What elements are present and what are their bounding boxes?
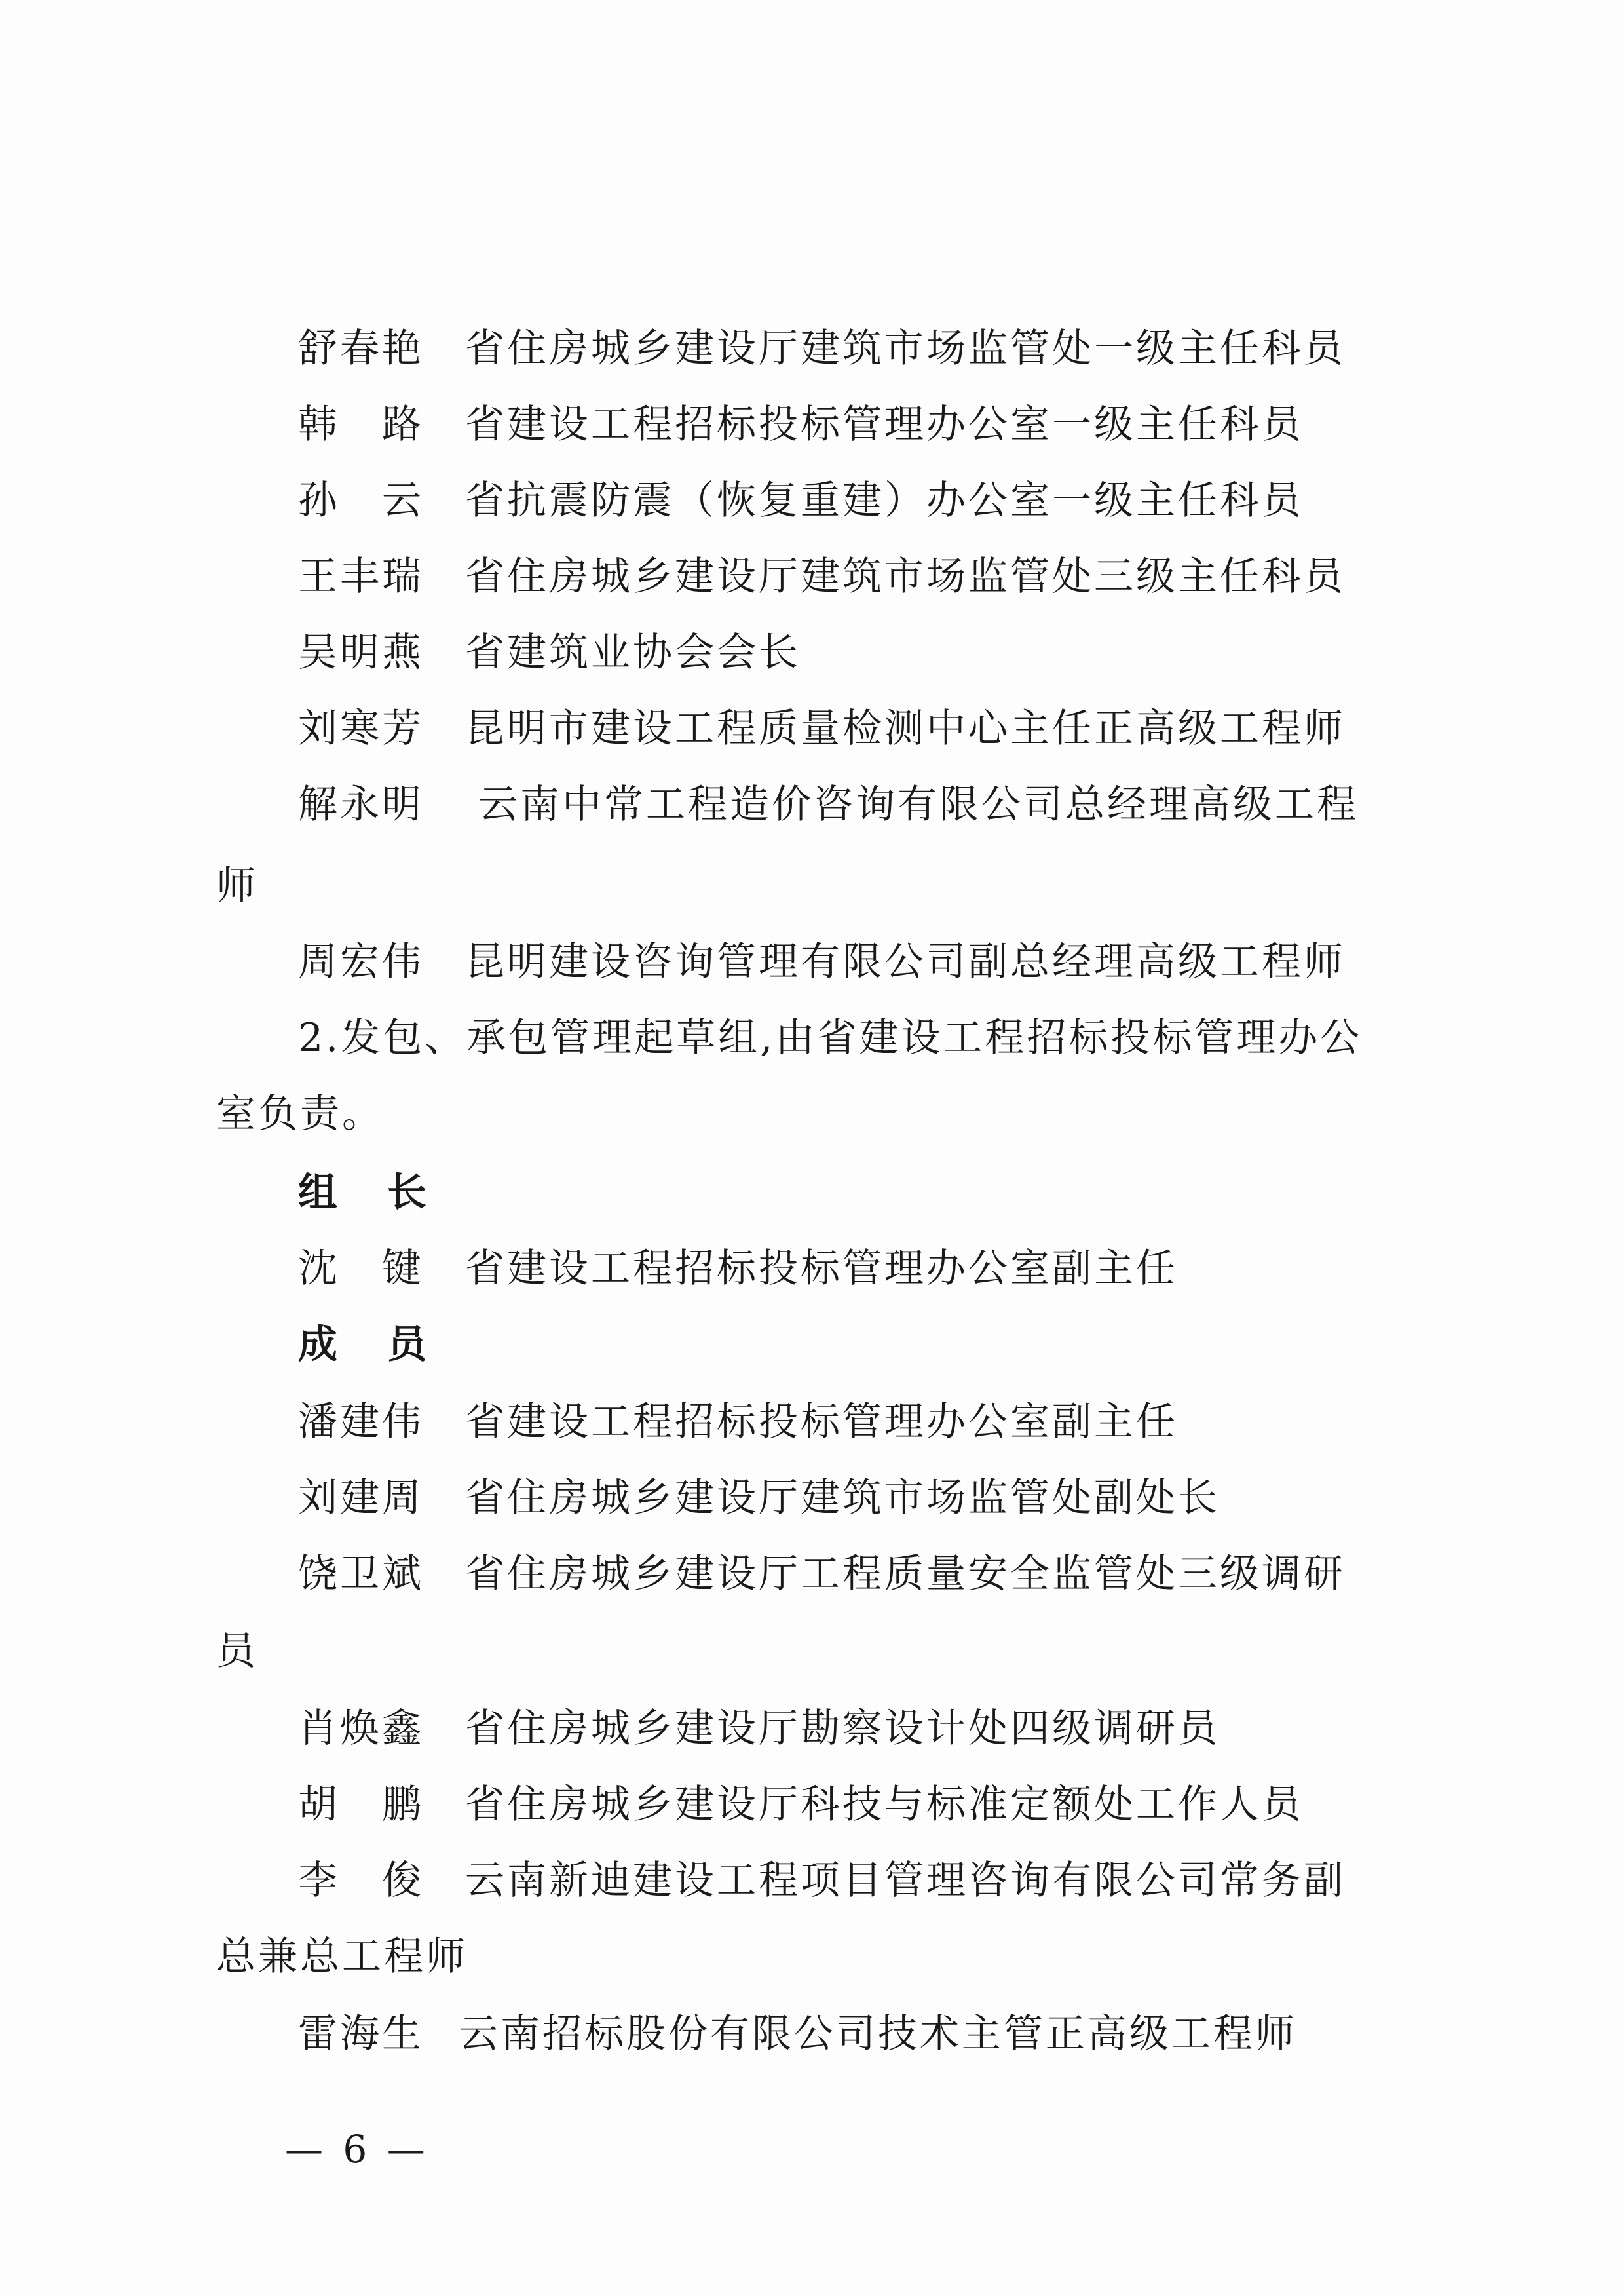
entry-line [298,626,1490,679]
person-name: 肖焕鑫 [298,1706,424,1751]
person-title: 云南新迪建设工程项目管理咨询有限公司常务副 [465,1858,1346,1904]
person-title: 省建筑业协会会长 [465,630,801,676]
leader-heading: 组 长 [298,1170,432,1215]
person-name: 舒春艳 [298,326,424,372]
wrapped-text: 员 [216,1628,258,1674]
person-title: 云南招标股份有限公司技术主管正高级工程师 [459,2011,1297,2057]
person-name: 潘建伟 [298,1399,424,1445]
entry-line [298,778,1490,831]
entry-line [298,702,1490,755]
page-number: — 6 — [285,2127,429,2172]
person-name: 胡 鹏 [298,1782,424,1827]
person-title: 省建设工程招标投标管理办公室副主任 [465,1246,1178,1292]
person-name: 周宏伟 [298,939,424,985]
person-name: 沈 键 [298,1246,424,1292]
person-name: 饶卫斌 [298,1551,424,1597]
person-title: 省住房城乡建设厅科技与标准定额处工作人员 [465,1782,1304,1827]
person-title: 省住房城乡建设厅勘察设计处四级调研员 [465,1706,1220,1751]
section-paragraph-continued: 室负责。 [216,1091,384,1137]
person-title: 省住房城乡建设厅建筑市场监管处副处长 [465,1475,1220,1521]
entry-line [298,1778,1490,1831]
entry-line [298,398,1490,451]
person-name: 刘寒芳 [298,706,424,752]
person-title: 昆明市建设工程质量检测中心主任正高级工程师 [465,706,1346,752]
person-name: 王丰瑞 [298,554,424,600]
entry-line [298,1854,1490,1907]
members-heading: 成 员 [298,1322,432,1368]
wrapped-text: 师 [216,863,258,909]
entry-line [298,1548,1490,1600]
entry-line [298,936,1490,988]
section-paragraph: 2.发包、承包管理起草组,由省建设工程招标投标管理办公 [298,1015,1363,1061]
person-name: 吴明燕 [298,630,424,676]
person-name: 李 俊 [298,1858,424,1904]
person-title: 昆明建设咨询管理有限公司副总经理高级工程师 [465,939,1346,985]
person-title: 省住房城乡建设厅建筑市场监管处三级主任科员 [465,554,1346,600]
person-name: 刘建周 [298,1475,424,1521]
entry-line [298,1702,1490,1755]
person-title: 省建设工程招标投标管理办公室副主任 [465,1399,1178,1445]
entry-line [298,322,1490,375]
entry-line [298,1242,1490,1295]
person-name: 孙 云 [298,478,424,524]
entry-line [298,1396,1490,1448]
person-title: 省建设工程招标投标管理办公室一级主任科员 [465,402,1304,448]
person-name: 解永明 [298,782,424,828]
person-title: 省抗震防震（恢复重建）办公室一级主任科员 [465,478,1304,524]
person-title: 省住房城乡建设厅建筑市场监管处一级主任科员 [465,326,1346,372]
person-name: 韩 路 [298,402,424,448]
entry-line [298,2008,1490,2060]
person-name: 雷海生 [298,2011,424,2057]
wrapped-text: 总兼总工程师 [216,1934,468,1980]
entry-line [298,550,1490,603]
entry-line [298,1472,1490,1524]
entry-line [298,474,1490,527]
person-title: 省住房城乡建设厅工程质量安全监管处三级调研 [465,1551,1346,1597]
person-title: 云南中常工程造价咨询有限公司总经理高级工程 [478,782,1359,828]
